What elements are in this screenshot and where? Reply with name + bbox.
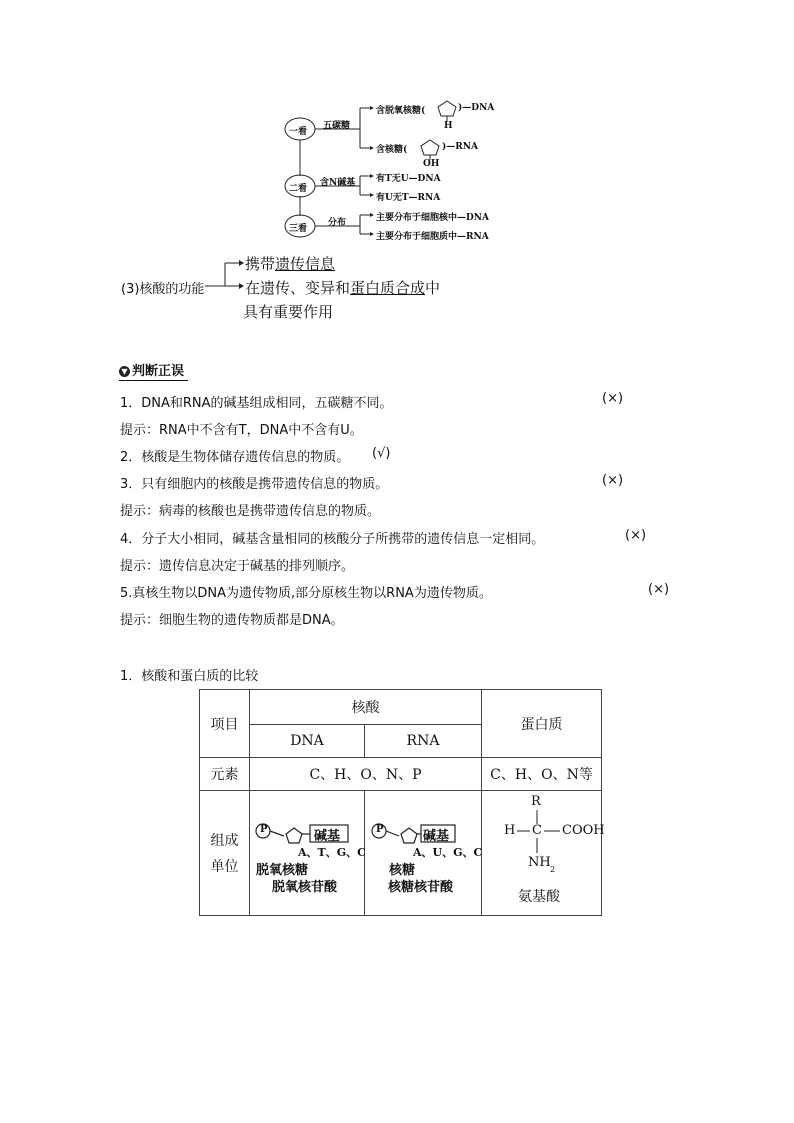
row-unit-label-1: 组成 — [210, 833, 239, 849]
header-protein: 蛋白质 — [482, 690, 602, 758]
node-label-2: 二看 — [289, 184, 308, 194]
row-unit-label — [200, 791, 250, 916]
judge-hint-1: 提示：RNA中不含有T，DNA中不含有U。 — [120, 423, 363, 438]
amino-r: R — [531, 794, 541, 809]
phosphate-label: P — [260, 824, 268, 835]
edge-label-base: 含N碱基 — [320, 178, 356, 188]
pentagon-sugar-icon — [401, 828, 417, 843]
judge-mark-4: (×) — [625, 528, 647, 543]
amino-c: C — [532, 823, 542, 838]
comparison-table — [199, 689, 605, 916]
amino-cooh: COOH — [562, 823, 605, 838]
rna-unit-cell — [365, 791, 482, 916]
node-label-1: 一看 — [289, 127, 308, 137]
result-cytoplasm-rna: 主要分布于细胞质中—RNA — [376, 232, 489, 242]
judge-question-1: 1．DNA和RNA的碱基组成相同，五碳糖不同。 — [120, 396, 393, 411]
amino-nh: NH — [528, 855, 551, 870]
judge-hint-5: 提示：细胞生物的遗传物质都是DNA。 — [120, 613, 344, 628]
dna-sugar: 脱氧核糖 — [256, 863, 309, 878]
judge-question-5: 5.真核生物以DNA为遗传物质,部分原核生物以RNA为遗传物质。 — [120, 586, 492, 601]
result-deoxyribose: 含脱氧核糖( — [376, 106, 426, 116]
function-item-2 — [245, 277, 440, 298]
judge-hint-4: 提示：遗传信息决定于碱基的排列顺序。 — [120, 559, 355, 574]
row-elements-nucleic: C、H、O、N、P — [250, 758, 482, 791]
header-dna: DNA — [250, 725, 365, 758]
judge-question-3: 3．只有细胞内的核酸是携带遗传信息的物质。 — [120, 477, 389, 492]
judge-mark-2: (√) — [372, 446, 391, 461]
dna-unit: 脱氧核苷酸 — [272, 880, 338, 895]
compare-heading: 1．核酸和蛋白质的比较 — [120, 669, 259, 684]
rna-bases: A、U、G、C — [413, 846, 483, 859]
edge-label-sugar: 五碳糖 — [323, 121, 351, 131]
function-item-3: 具有重要作用 — [243, 303, 334, 321]
row-elements-protein: C、H、O、N等 — [482, 758, 602, 791]
amino-h: H — [504, 823, 516, 838]
result-nucleus-dna: 主要分布于细胞核中—DNA — [376, 213, 490, 223]
rna-unit: 核糖核苷酸 — [388, 880, 454, 895]
amino-acid-name: 氨基酸 — [518, 889, 560, 905]
result-u-rna: 有U无T—RNA — [376, 193, 441, 203]
base-label: 碱基 — [314, 829, 341, 844]
base-label: 碱基 — [423, 829, 450, 844]
phosphate-label: P — [376, 824, 384, 835]
protein-unit-cell — [482, 791, 605, 916]
function-item-1-text: 携带 — [245, 255, 276, 273]
chevron-down-icon: ▼ — [119, 366, 130, 377]
edge-label-distribution: 分布 — [328, 218, 347, 228]
function-item-2-text: 在遗传、变异和 — [245, 279, 351, 297]
function-label: (3)核酸的功能 — [121, 282, 205, 297]
judge-question-2: 2．核酸是生物体储存遗传信息的物质。 — [120, 450, 350, 465]
judge-title-text: 判断正误 — [132, 364, 185, 379]
function-item-1 — [245, 253, 335, 274]
dna-bases: A、T、G、C — [298, 846, 366, 859]
judge-section-title — [119, 360, 188, 381]
function-item-1-underlined: 遗传信息 — [275, 255, 336, 273]
judge-mark-3: (×) — [602, 473, 624, 488]
header-rna: RNA — [365, 725, 482, 758]
h-label: H — [444, 121, 453, 131]
judge-mark-1: (×) — [602, 391, 624, 406]
header-nucleic-acid: 核酸 — [250, 690, 482, 725]
function-bracket — [205, 255, 245, 305]
judge-question-4: 4．分子大小相同，碱基含量相同的核酸分子所携带的遗传信息一定相同。 — [120, 532, 545, 547]
result-deoxyribose-dna: )—DNA — [458, 103, 495, 113]
function-item-2-underlined: 蛋白质合成 — [350, 279, 426, 297]
function-item-2-tail: 中 — [425, 279, 441, 297]
result-t-dna: 有T无U—DNA — [376, 174, 441, 184]
judge-mark-5: (×) — [648, 582, 670, 597]
dna-unit-cell — [250, 791, 365, 916]
header-item: 项目 — [200, 690, 250, 758]
amino-subscript-2: 2 — [550, 865, 556, 874]
row-unit-label-2: 单位 — [210, 859, 239, 875]
judge-hint-3: 提示：病毒的核酸也是携带遗传信息的物质。 — [120, 504, 381, 519]
oh-label: OH — [423, 159, 440, 169]
node-label-3: 三看 — [289, 224, 308, 234]
pentagon-sugar-icon — [438, 101, 456, 116]
result-ribose: 含核糖( — [376, 145, 408, 155]
pentagon-sugar-icon — [421, 140, 439, 155]
result-ribose-rna: )—RNA — [442, 142, 478, 152]
rna-sugar: 核糖 — [389, 863, 416, 878]
row-elements-label: 元素 — [200, 758, 250, 791]
pentagon-sugar-icon — [286, 828, 302, 843]
